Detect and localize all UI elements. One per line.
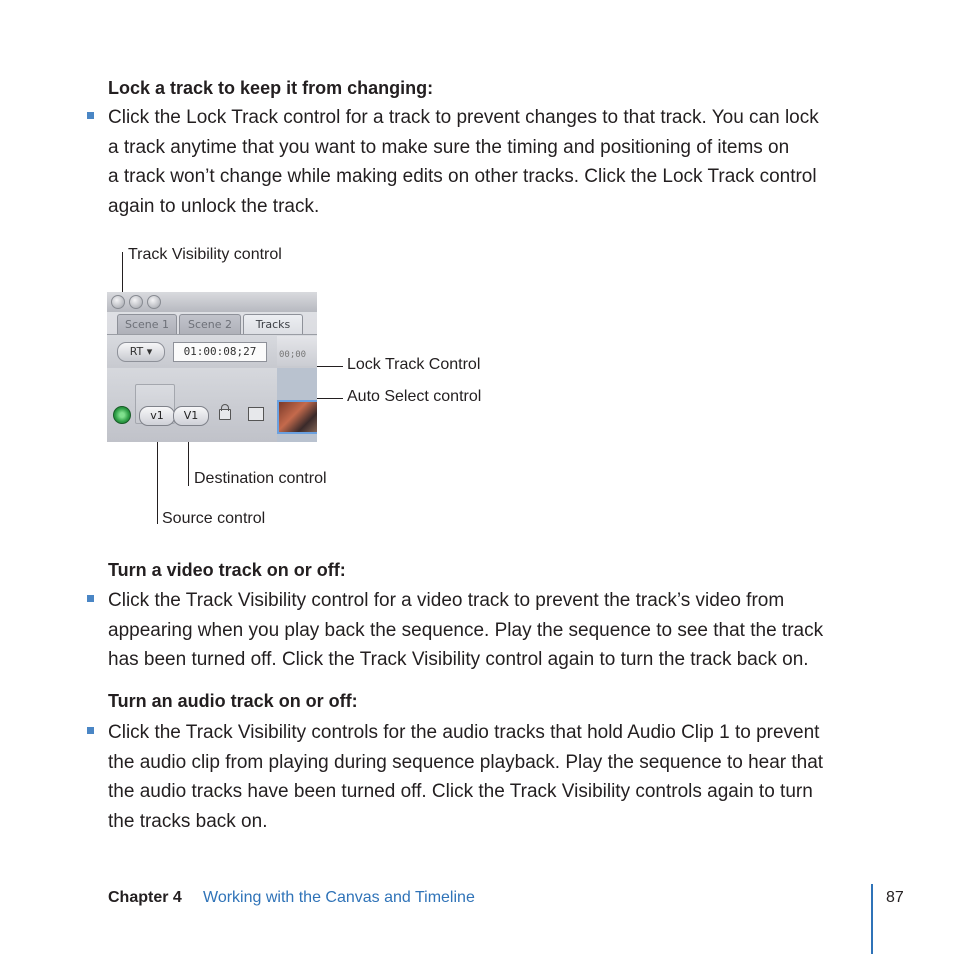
text-line: a track anytime that you want to make sure the timing and positioning of items on: [108, 136, 790, 158]
video-track-instruction: [108, 586, 868, 675]
chevron-down-icon: ▾: [146, 345, 153, 358]
section-heading-audio-track: Turn an audio track on or off:: [108, 691, 358, 711]
destination-control: V1: [173, 406, 209, 426]
tab-tracks: Tracks: [243, 314, 303, 335]
callout-destination: Destination control: [194, 470, 327, 487]
timecode-field: 01:00:08;27: [173, 342, 267, 362]
ruler-label: 00;00: [279, 350, 307, 360]
page-number: 87: [886, 889, 904, 906]
lock-track-instruction: [108, 103, 868, 221]
footer-divider: [871, 884, 873, 954]
footer-chapter: Chapter 4: [108, 889, 182, 906]
text-line: a track won’t change while making edits on other tracks. Click the Lock Track control: [108, 166, 817, 188]
text-line: appearing when you play back the sequence. Play the sequence to see that the track: [108, 619, 824, 641]
section-heading-lock-track: Lock a track to keep it from changing:: [108, 78, 434, 98]
audio-track-instruction: [108, 718, 868, 836]
text-line: has been turned off. Click the Track Visibility control again to turn the track back on.: [108, 649, 809, 671]
callout-source: Source control: [162, 510, 266, 527]
time-ruler: [277, 336, 317, 366]
close-window-icon: [111, 295, 125, 309]
text-line: the tracks back on.: [108, 810, 268, 832]
clip-thumbnail: [277, 400, 317, 434]
footer-chapter-title: Working with the Canvas and Timeline: [203, 889, 475, 906]
text-line: the audio clip from playing during sequence playback. Play the sequence to hear that: [108, 751, 824, 773]
timeline-screenshot: [107, 292, 317, 442]
text-line: Click the Lock Track control for a track to prevent changes to that track. You can lock: [108, 107, 819, 128]
rt-popup: [117, 342, 165, 362]
callout-track-visibility: Track Visibility control: [128, 246, 282, 263]
zoom-window-icon: [147, 295, 161, 309]
auto-select-icon: [248, 407, 264, 421]
section-heading-video-track: Turn a video track on or off:: [108, 560, 346, 580]
source-control: v1: [139, 406, 175, 426]
track-visibility-icon: [113, 406, 131, 424]
bullet-icon: [87, 595, 94, 602]
text-line: Click the Track Visibility controls for the audio tracks that hold Audio Clip 1 to prevent: [108, 722, 820, 743]
tab-scene-2: Scene 2: [179, 314, 241, 335]
callout-lock-track: Lock Track Control: [347, 356, 481, 373]
bullet-icon: [87, 112, 94, 119]
callout-auto-select: Auto Select control: [347, 388, 482, 405]
text-line: Click the Track Visibility control for a video track to prevent the track’s video from: [108, 590, 785, 611]
track-patch-panel: [107, 368, 277, 442]
minimize-window-icon: [129, 295, 143, 309]
text-line: again to unlock the track.: [108, 195, 320, 217]
lock-icon: [219, 409, 231, 420]
text-line: the audio tracks have been turned off. Click the Track Visibility controls again to turn: [108, 781, 813, 803]
bullet-icon: [87, 727, 94, 734]
rt-label: RT: [129, 345, 144, 358]
tab-scene-1: Scene 1: [117, 314, 177, 335]
